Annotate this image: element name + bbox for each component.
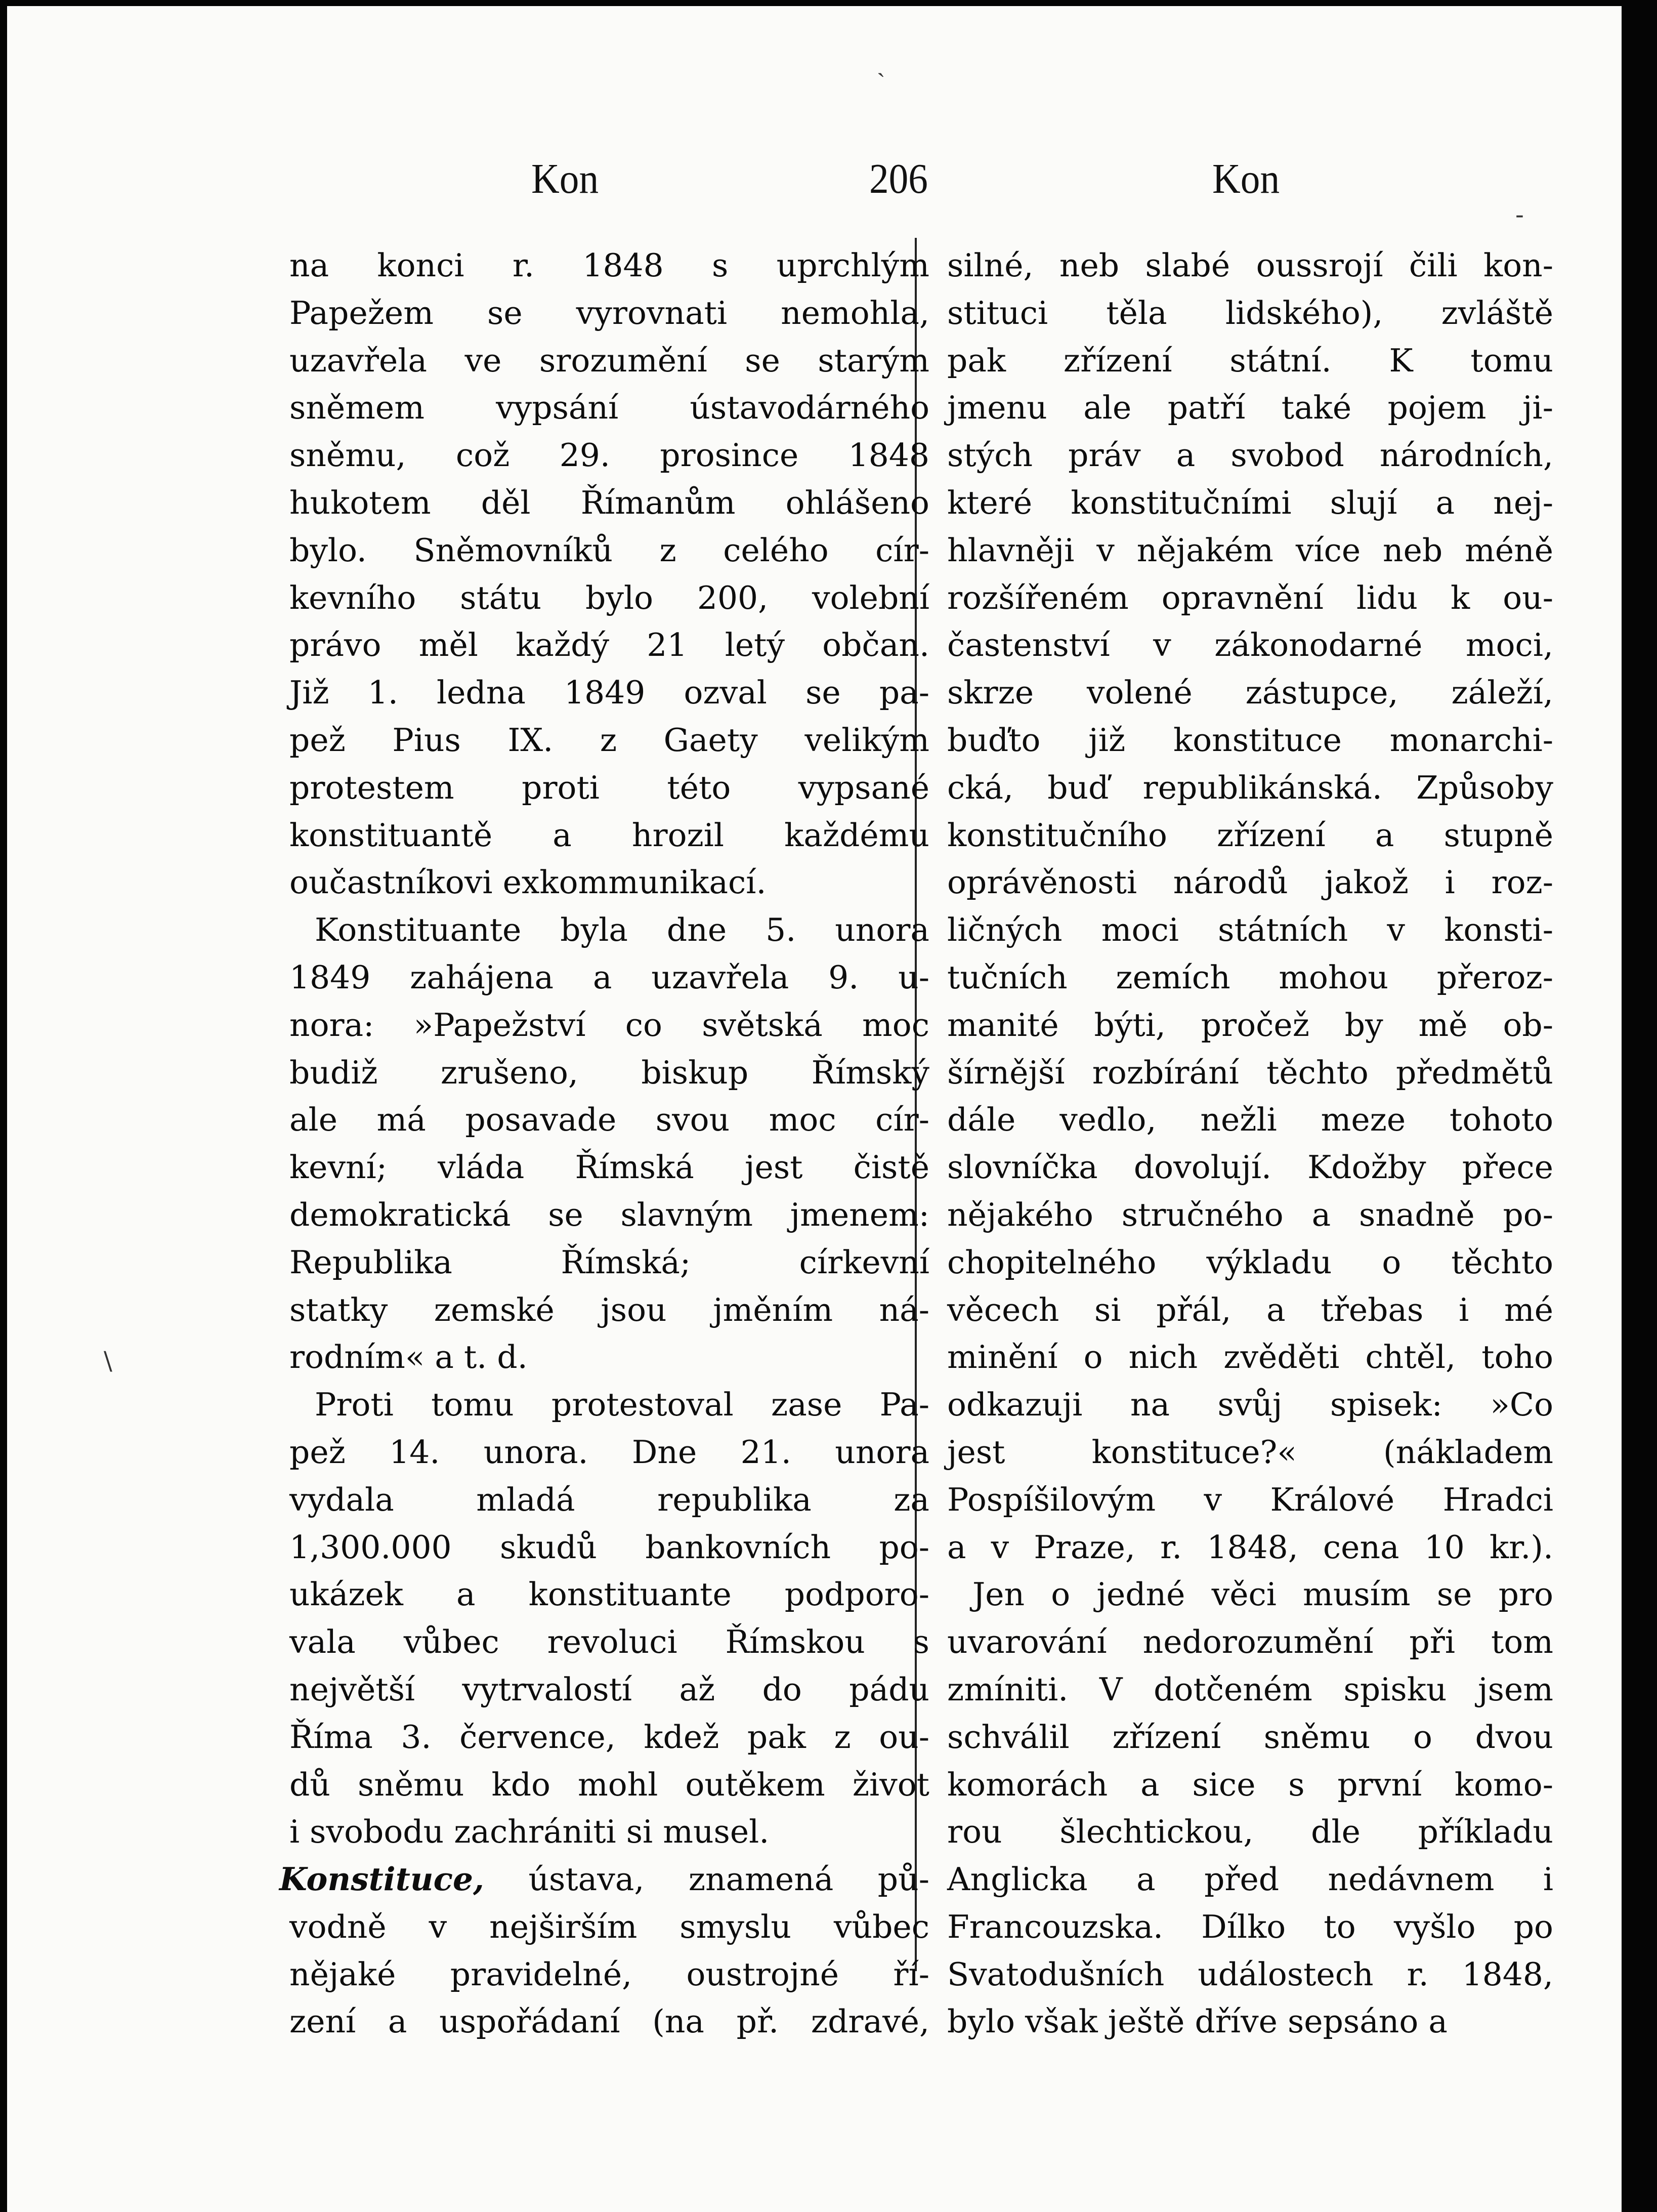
text-line: i svobodu zachrániti si musel. [289, 1813, 770, 1851]
text-line: cká, buď republikánská. Způsoby [947, 769, 1553, 806]
text-line: pež Pius IX. z Gaety velikým [289, 721, 929, 759]
text-line: konstitučního zřízení a stupně [947, 816, 1553, 854]
text-line: hukotem děl Římanům ohlášeno [289, 484, 929, 521]
text-line: věcech si přál, a třebas i mé [947, 1291, 1553, 1328]
text-line: na konci r. 1848 s uprchlým [289, 247, 929, 284]
text-line: hlavněji v nějakém více neb méně [947, 531, 1553, 569]
text-line: Papežem se vyrovnati nemohla, [289, 294, 929, 331]
text-line: ale má posavade svou moc cír- [289, 1101, 929, 1139]
text-line: Svatodušních událostech r. 1848, [947, 1955, 1553, 1993]
text-line: bylo. Sněmovníků z celého cír- [289, 531, 929, 569]
ink-dash: ‑ [1515, 200, 1524, 229]
text-line: které konstitučními slují a nej- [947, 484, 1553, 521]
text-line: ukázek a konstituante podporo- [289, 1576, 929, 1613]
text-line: demokratická se slavným jmenem: [289, 1196, 929, 1233]
page-number: 206 [869, 155, 928, 202]
text-line: častenství v zákonodarné moci, [947, 627, 1553, 664]
text-line: manité býti, pročež by mě ob- [947, 1006, 1553, 1044]
text-line: vala vůbec revoluci Římskou s [289, 1623, 929, 1661]
text-line: zení a uspořádaní (na př. zdravé, [289, 2003, 929, 2040]
text-line: kevního státu bylo 200, volební [289, 579, 929, 616]
text-line: Proti tomu protestoval zase Pa- [315, 1386, 929, 1424]
text-line: bylo však ještě dříve sepsáno a [947, 2003, 1448, 2040]
text-line: uvarování nedorozumění při tom [947, 1623, 1553, 1661]
text-line: Anglicka a před nedávnem i [947, 1861, 1553, 1898]
text-line: stituci těla lidského), zvláště [947, 294, 1553, 331]
running-head-left: Kon [531, 155, 599, 202]
scan-edge-right [1622, 0, 1657, 2212]
text-line: buďto již konstituce monarchi- [947, 721, 1553, 759]
text-line: Říma 3. července, kdež pak z ou- [289, 1718, 929, 1756]
text-line: nora: »Papežství co světská moc [289, 1006, 929, 1044]
text-line: minění o nich zvěděti chtěl, toho [947, 1339, 1553, 1376]
text-line: tučních zemích mohou přeroz- [947, 958, 1553, 996]
text-line: komorách a sice s první komo- [947, 1766, 1553, 1803]
text-line: vydala mladá republika za [289, 1481, 929, 1518]
text-line: schválil zřízení sněmu o dvou [947, 1718, 1553, 1756]
left-column [279, 242, 929, 2046]
text-line: kevní; vláda Římská jest čistě [289, 1149, 929, 1186]
ink-stroke: \ [104, 1346, 112, 1375]
text-line: jmenu ale patří také pojem ji- [947, 389, 1553, 427]
text-line: Konstituce, ústava, znamená pů- [279, 1860, 929, 1898]
text-line: ličných moci státních v konsti- [947, 911, 1553, 949]
text-line: šírnější rozbírání těchto předmětů [947, 1054, 1553, 1091]
text-line: pež 14. unora. Dne 21. unora [289, 1433, 929, 1471]
text-line: rou šlechtickou, dle příkladu [947, 1813, 1553, 1851]
scan-edge-left [0, 0, 7, 2212]
text-line: dále vedlo, nežli meze tohoto [947, 1101, 1553, 1139]
right-column [947, 242, 1553, 2046]
text-line: oprávěnosti národů jakož i roz- [947, 864, 1553, 901]
text-line: oučastníkovi exkommunikací. [289, 864, 767, 901]
text-line: stých práv a svobod národních, [947, 437, 1553, 474]
headword-konstituce: Konstituce, [279, 1860, 484, 1898]
text-line: rodním« a t. d. [289, 1339, 528, 1376]
text-line: uzavřela ve srozumění se starým [289, 342, 929, 379]
text-line: 1,300.000 skudů bankovních po- [289, 1528, 929, 1566]
text-line: vodně v nejširším smyslu vůbec [289, 1908, 929, 1945]
text-line: jest konstituce?« (nákladem [947, 1433, 1553, 1471]
text-line: statky zemské jsou jměním ná- [289, 1291, 929, 1328]
text-line: dů sněmu kdo mohl outěkem život [289, 1766, 929, 1803]
text-line: Konstituante byla dne 5. unora [315, 911, 929, 949]
text-line: právo měl každý 21 letý občan. [289, 627, 929, 664]
text-line: sněmu, což 29. prosince 1848 [289, 437, 929, 474]
text-line: budiž zrušeno, biskup Římský [289, 1054, 929, 1091]
ink-speck: ˏ [877, 48, 885, 77]
text-line: sněmem vypsání ústavodárného [289, 389, 929, 427]
text-line: Republika Římská; církevní [289, 1243, 929, 1281]
text-line: Jen o jedné věci musím se pro [972, 1576, 1553, 1613]
text-line: rozšířeném opravnění lidu k ou- [947, 579, 1553, 616]
text-line: chopitelného výkladu o těchto [947, 1243, 1553, 1281]
text-line: skrze volené zástupce, záleží, [947, 674, 1553, 712]
running-head-right: Kon [1212, 155, 1280, 202]
text-line: odkazuji na svůj spisek: »Co [947, 1386, 1553, 1424]
text-line: nějaké pravidelné, oustrojné ří- [289, 1955, 929, 1993]
text-line: a v Praze, r. 1848, cena 10 kr.). [947, 1528, 1553, 1566]
text-line: největší vytrvalostí až do pádu [289, 1671, 929, 1708]
text-line: protestem proti této vypsané [289, 769, 929, 806]
text-line: slovníčka dovolují. Kdožby přece [947, 1149, 1553, 1186]
text-line: zmíniti. V dotčeném spisku jsem [947, 1671, 1553, 1708]
text-line: pak zřízení státní. K tomu [947, 342, 1553, 379]
text-line: 1849 zahájena a uzavřela 9. u- [289, 958, 929, 996]
text-line: nějakého stručného a snadně po- [947, 1196, 1553, 1233]
text-line: konstituantě a hrozil každému [289, 816, 929, 854]
text-line: Francouzska. Dílko to vyšlo po [947, 1908, 1553, 1945]
scan-edge-top [0, 0, 1657, 6]
text-line: silné, neb slabé oussrojí čili kon- [947, 247, 1553, 284]
text-line: Již 1. ledna 1849 ozval se pa- [289, 674, 929, 712]
text-line: Pospíšilovým v Králové Hradci [947, 1481, 1553, 1518]
